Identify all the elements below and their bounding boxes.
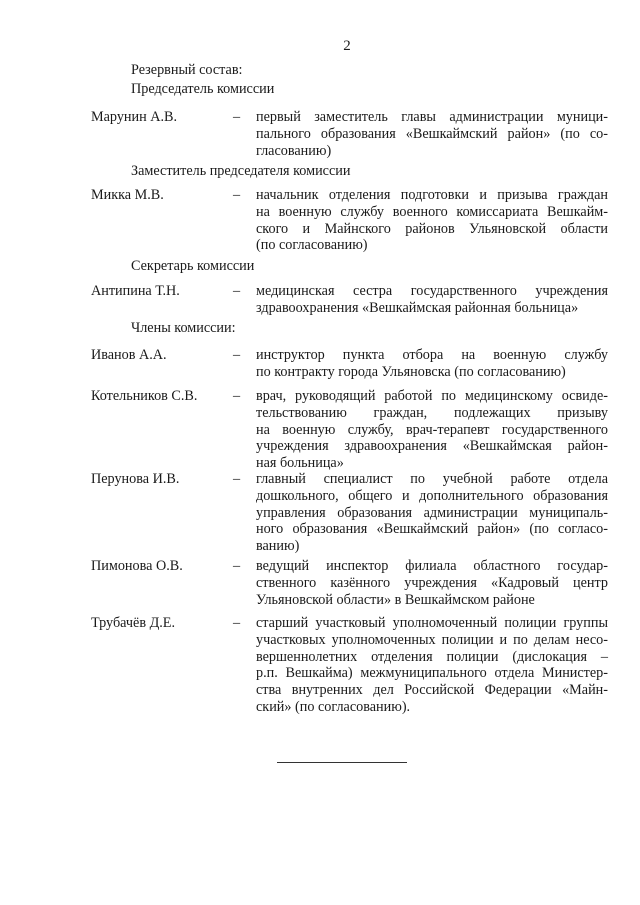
position-line: участковых уполномоченных полиции и по делам несо- (256, 631, 608, 648)
position-line: ного образования «Вешкаймский район» (по согласо- (256, 521, 608, 538)
member-position (256, 615, 608, 716)
position-line: на военную службу военного комиссариата Вешкайм- (256, 203, 608, 220)
position-line: управления образования администрации муниципаль- (256, 504, 608, 521)
position-line: ского и Майнского районов Ульяновской области (256, 220, 608, 237)
dash: – (233, 615, 241, 631)
position-line: р.п. Вешкайма) межмуниципального отдела Министер- (256, 665, 608, 682)
dash: – (233, 187, 241, 203)
position-line: дошкольного, общего и дополнительного образования (256, 487, 608, 504)
member-name: Перунова И.В. (91, 471, 180, 487)
page-number: 2 (343, 38, 351, 54)
section-members: Члены комиссии: (131, 320, 236, 336)
member-name: Иванов А.А. (91, 347, 167, 363)
position-line: ванию) (256, 538, 300, 555)
member-name: Марунин А.В. (91, 109, 178, 125)
position-line: инструктор пункта отбора на военную службу (256, 347, 608, 363)
position-line: ственного казённого учреждения «Кадровый центр (256, 574, 608, 591)
member-position (256, 109, 608, 159)
dash: – (233, 347, 241, 363)
reserve-title: Резервный состав: (131, 62, 243, 78)
member-position (256, 347, 608, 381)
position-line: Ульяновской области» в Вешкаймском районе (256, 591, 535, 608)
position-line: вершеннолетних отделения полиции (дислокация – (256, 648, 608, 665)
member-name: Котельников С.В. (91, 388, 198, 404)
section-secretary: Секретарь комиссии (131, 258, 255, 274)
position-line: учреждения здравоохранения «Вешкаймская район- (256, 438, 608, 455)
dash: – (233, 109, 241, 125)
closing-rule (277, 762, 407, 763)
section-deputy: Заместитель председателя комиссии (131, 163, 351, 179)
position-line: главный специалист по учебной работе отдела (256, 471, 608, 487)
member-position (256, 558, 608, 608)
position-line: старший участковый уполномоченный полиции группы (256, 615, 608, 631)
position-line: ский» (по согласованию). (256, 698, 411, 715)
section-chairman: Председатель комиссии (131, 81, 275, 97)
member-name: Антипина Т.Н. (91, 283, 180, 299)
position-line: здравоохранения «Вешкаймская районная больница» (256, 299, 579, 316)
member-position (256, 187, 608, 254)
position-line: гласованию) (256, 142, 332, 159)
dash: – (233, 558, 241, 574)
member-position (256, 388, 608, 472)
position-line: ства внутренних дел Российской Федерации «Майн- (256, 682, 608, 699)
position-line: (по согласованию) (256, 237, 368, 254)
position-line: пального образования «Вешкаймский район» (по со- (256, 125, 608, 142)
position-line: по контракту города Ульяновска (по согласованию) (256, 363, 566, 380)
member-name: Трубачёв Д.Е. (91, 615, 176, 631)
position-line: тельствованию граждан, подлежащих призыву (256, 404, 608, 421)
position-line: врач, руководящий работой по медицинскому освиде- (256, 388, 608, 404)
member-name: Пимонова О.В. (91, 558, 183, 574)
position-line: первый заместитель главы администрации муници- (256, 109, 608, 125)
position-line: ведущий инспектор филиала областного государ- (256, 558, 608, 574)
dash: – (233, 388, 241, 404)
dash: – (233, 283, 241, 299)
member-name: Микка М.В. (91, 187, 164, 203)
position-line: ная больница» (256, 455, 344, 472)
member-position (256, 283, 608, 317)
dash: – (233, 471, 241, 487)
position-line: на военную службу, врач-терапевт государственного (256, 421, 608, 438)
position-line: медицинская сестра государственного учреждения (256, 283, 608, 299)
position-line: начальник отделения подготовки и призыва граждан (256, 187, 608, 203)
member-position (256, 471, 608, 555)
